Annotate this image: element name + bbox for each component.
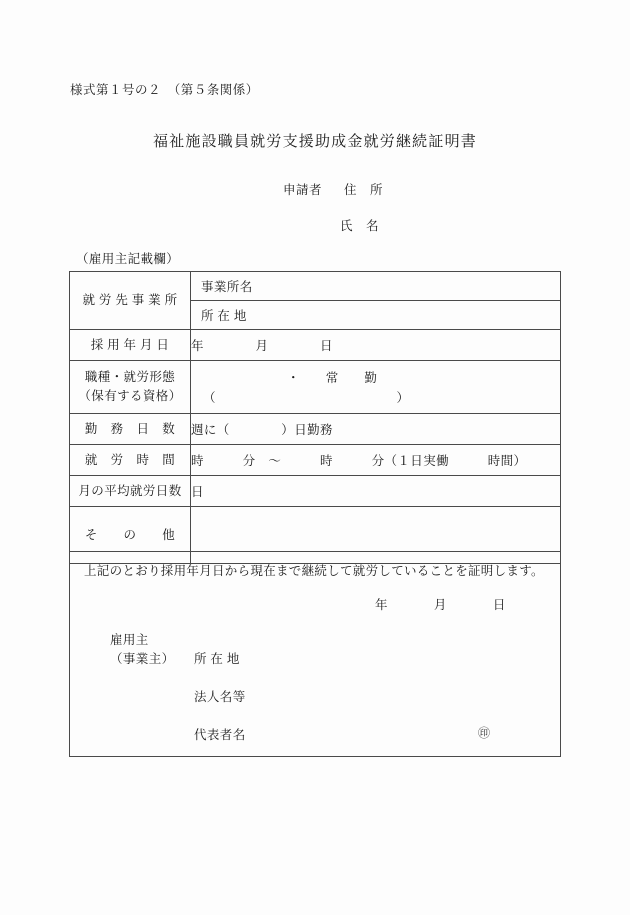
date-day-label: 日 (492, 598, 506, 612)
employer-label-line2: （事業主） (110, 652, 175, 667)
seal-stamp-icon: ㊞ (478, 726, 491, 740)
job-type-value-line1: ・ 常 勤 (287, 371, 378, 385)
job-type-value-line2: （ ） (203, 391, 410, 405)
row-value-monthly-average: 日 (191, 476, 561, 507)
employer-address-field: 所 在 地 (194, 652, 240, 666)
applicant-address-row (283, 180, 383, 198)
date-month-label: 月 (433, 598, 447, 612)
table-row (70, 445, 561, 476)
workplace-fields (191, 272, 561, 330)
table-row (70, 476, 561, 507)
row-label-job-type (70, 361, 191, 414)
table-row (70, 272, 561, 330)
table-row (70, 361, 561, 414)
applicant-name-label: 氏 名 (340, 219, 380, 233)
employer-label-line1: 雇用主 (110, 633, 149, 647)
employment-details-table (69, 271, 561, 564)
row-value-work-hours: 時 分 ～ 時 分（１日実働 時間） (191, 445, 561, 476)
field-office-name: 事業所名 (191, 272, 560, 301)
row-label-hire-date: 採 用 年 月 日 (70, 330, 191, 361)
row-label-workplace: 就 労 先 事 業 所 (70, 272, 191, 330)
row-label-monthly-average: 月の平均就労日数 (70, 476, 191, 507)
applicant-address-label: 住 所 (344, 183, 384, 197)
certification-statement: 上記のとおり採用年月日から現在まで継続して就労していることを証明します。 (84, 564, 544, 578)
field-office-address: 所 在 地 (201, 309, 247, 323)
row-value-job-type (191, 361, 561, 414)
employer-representative-field: 代表者名 (194, 728, 246, 742)
row-label-other: そ の 他 (70, 507, 191, 564)
table-row (70, 330, 561, 361)
certification-box (69, 551, 561, 757)
row-value-hire-date: 年 月 日 (191, 330, 561, 361)
page-title: 福祉施設職員就労支援助成金就労継続証明書 (152, 134, 477, 150)
job-type-label-line1: 職種・就労形態 (84, 370, 176, 385)
job-type-label-line2: （保有する資格） (78, 389, 182, 403)
certification-date-line (375, 595, 506, 613)
row-label-work-hours: 就 労 時 間 (70, 445, 191, 476)
table-row (70, 414, 561, 445)
form-code: 様式第１号の２ （第５条関係） (70, 83, 259, 97)
row-label-work-days: 勤 務 日 数 (70, 414, 191, 445)
employer-corporation-field: 法人名等 (194, 690, 246, 704)
employer-signature-label (110, 631, 175, 670)
row-value-work-days: 週に（ ）日勤務 (191, 414, 561, 445)
employer-section-note: （雇用主記載欄） (76, 252, 180, 266)
applicant-label: 申請者 (283, 183, 323, 197)
date-year-label: 年 (375, 598, 388, 612)
